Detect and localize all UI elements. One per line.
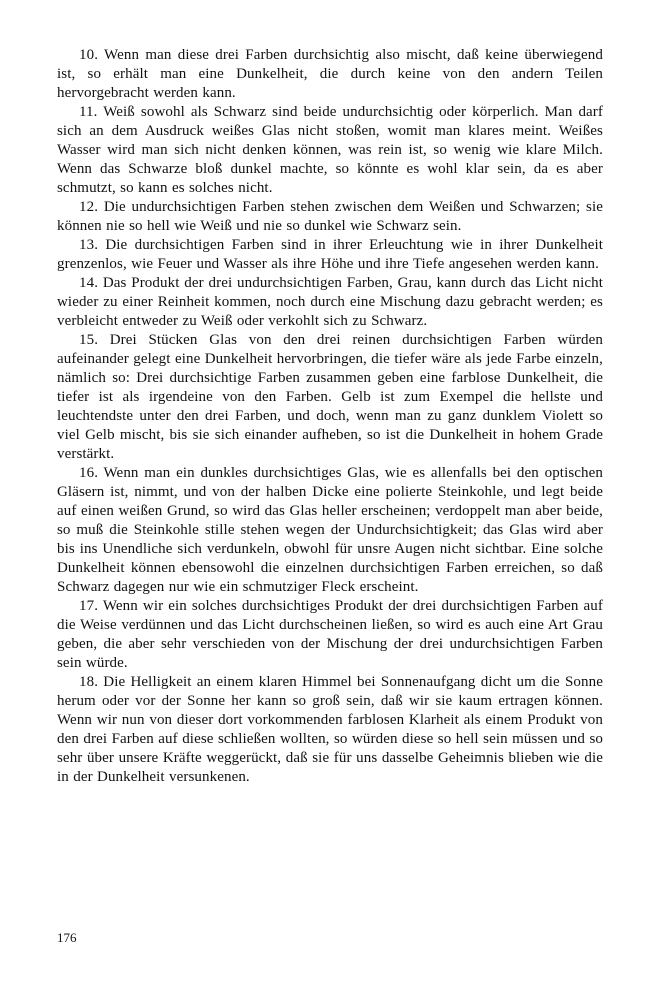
paragraph-17: 17. Wenn wir ein solches durchsichtiges Produkt der drei durchsichtigen Farben auf die Weise verdünnen und das Licht durchscheinen ließen, so wird es auch eine Art Grau geben, die aber sehr verschieden von der Mischung der drei undurchsichtigen Farben sein würde. [57, 598, 603, 671]
paragraph-12: 12. Die undurchsichtigen Farben stehen zwischen dem Weißen und Schwarzen; sie können nie so hell wie Weiß und nie so dunkel wie Schwarz sein. [57, 199, 603, 234]
paragraph-13: 13. Die durchsichtigen Farben sind in ihrer Erleuchtung wie in ihrer Dunkelheit grenzenlos, wie Feuer und Wasser als ihre Höhe und ihre Tiefe angesehen werden kann. [57, 237, 603, 272]
paragraph-16: 16. Wenn man ein dunkles durchsichtiges Glas, wie es allenfalls bei den optischen Gläsern ist, nimmt, und von der halben Dicke eine polierte Steinkohle, und legt beide auf einen weißen Grund, so wird das Glas heller erscheinen; verdoppelt man aber beide, so muß die Steinkohle stille stehen wegen der Undurchsichtigkeit; das Glas wird aber bis ins Unendliche sich verdunkeln, obwohl für unsre Augen nicht sichtbar. Eine solche Dunkelheit können ebensowohl die einzelnen durchsichtigen Farben erreichen, so daß Schwarz dagegen nur wie ein schmutziger Fleck erscheint. [57, 465, 603, 595]
paragraph-15: 15. Drei Stücken Glas von den drei reinen durchsichtigen Farben würden aufeinander gelegt eine Dunkelheit hervorbringen, die tiefer wäre als jede Farbe einzeln, nämlich so: Drei durchsichtige Farben zusammen geben eine farblose Dunkelheit, die tiefer ist als irgendeine von den Farben. Gelb ist zum Exempel die hellste und leuchtendste unter den drei Farben, und doch, wenn man zu ganz dunklem Violett so viel Gelb mischt, bis sie sich einander aufheben, so ist die Dunkelheit in hohem Grade verstärkt. [57, 332, 603, 462]
paragraph-11: 11. Weiß sowohl als Schwarz sind beide undurchsichtig oder körperlich. Man darf sich an dem Ausdruck weißes Glas nicht stoßen, womit man klares meint. Weißes Wasser wird man sich nicht denken können, was rein ist, so wenig wie klare Milch. Wenn das Schwarze bloß dunkel machte, so könnte es wohl klar sein, da es aber schmutzt, so kann es solches nicht. [57, 104, 603, 196]
paragraph-10: 10. Wenn man diese drei Farben durchsichtig also mischt, daß keine überwiegend ist, so erhält man eine Dunkelheit, die durch keine von den andern Teilen hervorgebracht werden kann. [57, 47, 603, 101]
paragraph-14: 14. Das Produkt der drei undurchsichtigen Farben, Grau, kann durch das Licht nicht wieder zu einer Reinheit kommen, noch durch eine Mischung dazu gebracht werden; es verbleicht entweder zu Weiß oder verkohlt sich zu Schwarz. [57, 275, 603, 329]
paragraph-18: 18. Die Helligkeit an einem klaren Himmel bei Sonnenaufgang dicht um die Sonne herum oder vor der Sonne her kann so groß sein, daß wir sie kaum ertragen können. Wenn wir nun von dieser dort vorkommenden farblosen Klarheit als einem Produkt von den drei Farben auf diese schließen wollten, so würden diese so hell sein müssen und so sehr über unsere Kräfte weggerückt, daß sie für uns dasselbe Geheimnis blieben wie die in der Dunkelheit versunkenen. [57, 674, 603, 785]
body-text [57, 46, 603, 787]
page-number: 176 [57, 930, 77, 945]
